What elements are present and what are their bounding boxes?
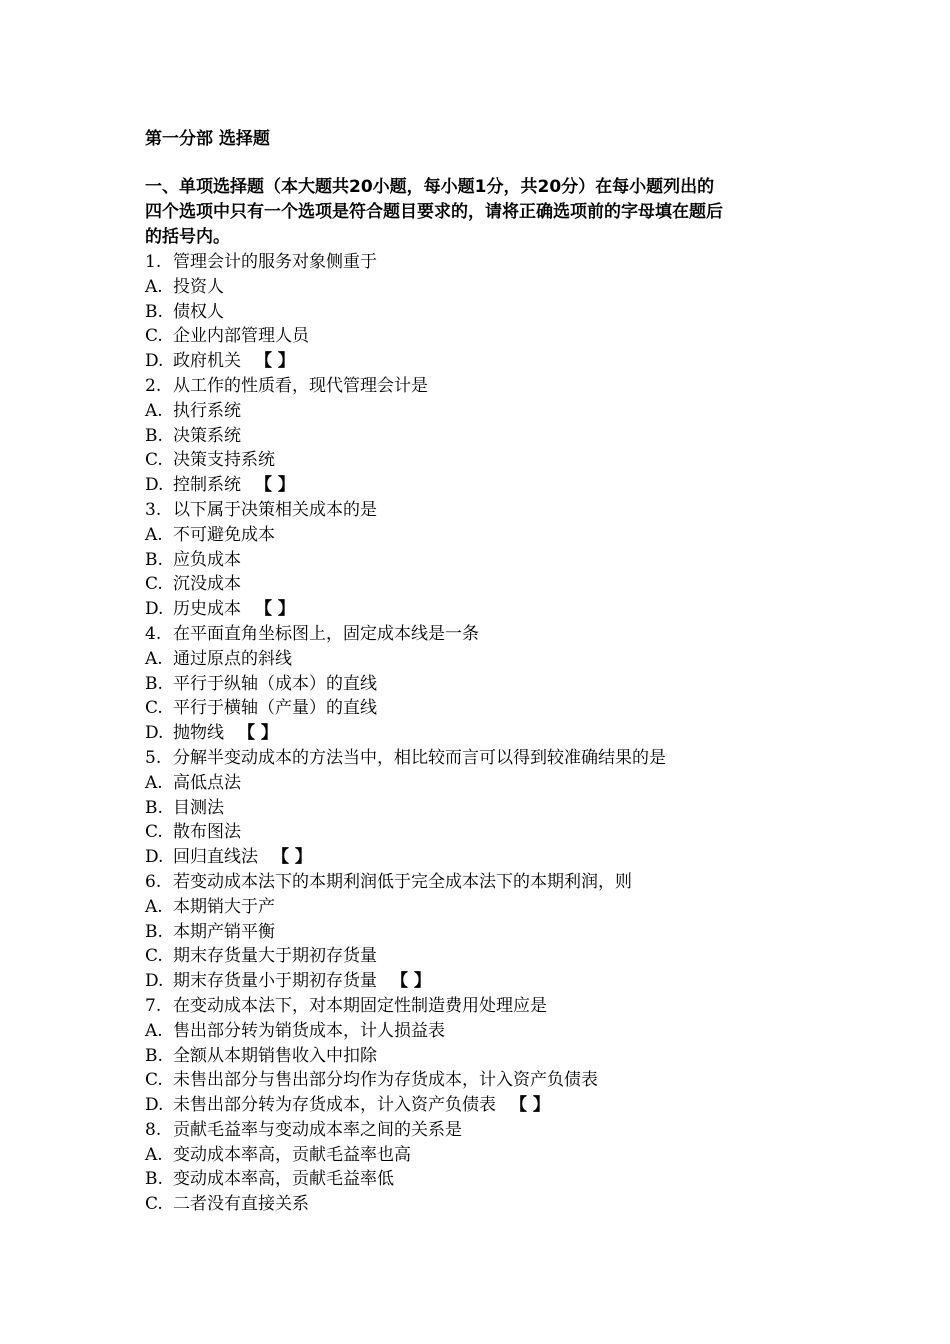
option-row [145, 473, 825, 498]
option-row [145, 324, 825, 349]
option-row [145, 424, 825, 449]
option-text: 回归直线法 [173, 847, 258, 868]
option-row [145, 895, 825, 920]
question-text: 管理会计的服务对象侧重于 [173, 252, 377, 272]
instructions [145, 175, 805, 250]
question-text: 若变动成本法下的本期利润低于完全成本法下的本期利润，则 [173, 871, 632, 892]
option-row [145, 845, 825, 870]
question-number: 7. [145, 995, 162, 1016]
option-row [145, 920, 825, 945]
option-letter: B. [145, 549, 163, 570]
option-letter: B. [145, 301, 163, 322]
option-letter: C. [145, 698, 163, 719]
question-number: 5. [145, 747, 162, 768]
option-text: 高低点法 [173, 772, 241, 793]
option-text: 全额从本期销售收入中扣除 [173, 1045, 377, 1066]
option-text: 执行系统 [173, 400, 241, 421]
option-letter: D. [145, 351, 164, 372]
option-row [145, 597, 825, 622]
option-letter: A. [145, 1020, 163, 1041]
option-letter: A. [145, 896, 163, 917]
option-letter: B. [145, 673, 163, 694]
option-letter: C. [145, 946, 163, 967]
instructions-line: 的括号内。 [145, 227, 230, 247]
option-letter: D. [145, 1095, 164, 1116]
option-row [145, 820, 825, 845]
option-letter: B. [145, 1169, 163, 1190]
question-number: 8. [145, 1119, 162, 1140]
question-stem [145, 498, 825, 523]
option-text: 债权人 [173, 301, 224, 322]
option-letter: B. [145, 797, 163, 818]
option-row [145, 548, 825, 573]
question-text: 分解半变动成本的方法当中，相比较而言可以得到较准确结果的是 [173, 747, 666, 768]
option-text: 政府机关 [173, 351, 241, 372]
option-text: 决策支持系统 [173, 450, 275, 471]
option-letter: C. [145, 1194, 163, 1215]
option-row [145, 672, 825, 697]
option-text: 目测法 [173, 797, 224, 818]
answer-bracket[interactable]: 【 】 [391, 971, 431, 992]
question-stem [145, 870, 825, 895]
question-stem [145, 994, 825, 1019]
option-row [145, 275, 825, 300]
question-text: 以下属于决策相关成本的是 [173, 499, 377, 520]
question-text: 从工作的性质看，现代管理会计是 [173, 375, 428, 396]
question-text: 贡献毛益率与变动成本率之间的关系是 [173, 1119, 462, 1140]
option-text: 应负成本 [173, 549, 241, 570]
option-row [145, 721, 825, 746]
question-number: 1. [145, 252, 162, 272]
option-text: 控制系统 [173, 475, 241, 496]
option-row [145, 523, 825, 548]
option-letter: D. [145, 475, 164, 496]
option-text: 未售出部分转为存货成本，计入资产负债表 [173, 1095, 496, 1116]
option-row [145, 349, 825, 374]
option-row [145, 448, 825, 473]
option-letter: C. [145, 574, 163, 595]
option-letter: B. [145, 921, 163, 942]
option-text: 期末存货量大于期初存货量 [173, 946, 377, 967]
option-text: 变动成本率高，贡献毛益率也高 [173, 1144, 411, 1165]
option-row [145, 572, 825, 597]
option-text: 期末存货量小于期初存货量 [173, 971, 377, 992]
option-text: 散布图法 [173, 822, 241, 843]
option-row [145, 944, 825, 969]
option-row [145, 1192, 825, 1217]
instructions-line: 四个选项中只有一个选项是符合题目要求的，请将正确选项前的字母填在题后 [145, 202, 723, 222]
option-letter: A. [145, 1144, 163, 1165]
answer-bracket[interactable]: 【 】 [255, 475, 295, 496]
option-row [145, 969, 825, 994]
option-text: 沉没成本 [173, 574, 241, 595]
question-text: 在变动成本法下，对本期固定性制造费用处理应是 [173, 995, 547, 1016]
option-row [145, 1167, 825, 1192]
option-letter: D. [145, 847, 164, 868]
option-row [145, 1044, 825, 1069]
option-row [145, 696, 825, 721]
question-stem [145, 1118, 825, 1143]
option-letter: C. [145, 450, 163, 471]
option-text: 二者没有直接关系 [173, 1194, 309, 1215]
question-stem [145, 622, 825, 647]
answer-bracket[interactable]: 【 】 [255, 351, 295, 372]
option-letter: A. [145, 276, 163, 297]
answer-bracket[interactable]: 【 】 [238, 723, 278, 744]
option-row [145, 1068, 825, 1093]
answer-bracket[interactable]: 【 】 [510, 1095, 550, 1116]
option-row [145, 1143, 825, 1168]
option-letter: B. [145, 425, 163, 446]
option-letter: B. [145, 1045, 163, 1066]
option-row [145, 1093, 825, 1118]
option-text: 本期销大于产 [173, 896, 275, 917]
option-letter: A. [145, 524, 163, 545]
option-letter: D. [145, 723, 164, 744]
answer-bracket[interactable]: 【 】 [272, 847, 312, 868]
question-stem [145, 374, 825, 399]
section-title: 第一分部 选择题 [145, 129, 270, 149]
option-letter: A. [145, 772, 163, 793]
answer-bracket[interactable]: 【 】 [255, 599, 295, 620]
option-row [145, 399, 825, 424]
option-row [145, 300, 825, 325]
instructions-line: 一、单项选择题（本大题共20小题，每小题1分，共20分）在每小题列出的 [145, 177, 715, 197]
option-text: 未售出部分与售出部分均作为存货成本，计入资产负债表 [173, 1070, 598, 1091]
option-text: 售出部分转为销货成本，计人损益表 [173, 1020, 445, 1041]
option-text: 平行于纵轴（成本）的直线 [173, 673, 377, 694]
question-stem [145, 250, 825, 275]
option-letter: C. [145, 326, 163, 347]
option-text: 企业内部管理人员 [173, 326, 309, 347]
option-letter: D. [145, 599, 164, 620]
option-row [145, 796, 825, 821]
option-text: 不可避免成本 [173, 524, 275, 545]
option-text: 本期产销平衡 [173, 921, 275, 942]
question-number: 4. [145, 623, 162, 644]
option-letter: A. [145, 648, 163, 669]
option-text: 平行于横轴（产量）的直线 [173, 698, 377, 719]
question-number: 2. [145, 375, 162, 396]
question-number: 3. [145, 499, 162, 520]
question-list [145, 250, 825, 1217]
question-number: 6. [145, 871, 162, 892]
option-row [145, 1019, 825, 1044]
option-text: 投资人 [173, 276, 224, 297]
option-row [145, 647, 825, 672]
option-row [145, 771, 825, 796]
option-text: 变动成本率高，贡献毛益率低 [173, 1169, 394, 1190]
option-letter: D. [145, 971, 164, 992]
option-text: 历史成本 [173, 599, 241, 620]
question-text: 在平面直角坐标图上，固定成本线是一条 [173, 623, 479, 644]
option-text: 抛物线 [173, 723, 224, 744]
option-letter: C. [145, 822, 163, 843]
option-text: 通过原点的斜线 [173, 648, 292, 669]
option-text: 决策系统 [173, 425, 241, 446]
option-letter: C. [145, 1070, 163, 1091]
option-letter: A. [145, 400, 163, 421]
question-stem [145, 746, 825, 771]
